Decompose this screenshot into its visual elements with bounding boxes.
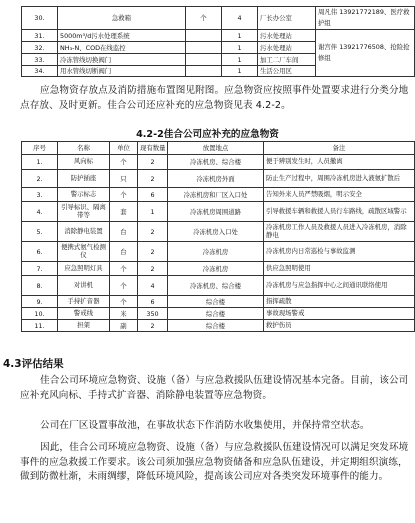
row-unit: 套 (110, 202, 138, 222)
row-name: 手持扩音器 (58, 296, 110, 308)
table-row (22, 276, 415, 296)
row-name: 应急照明灯具 (58, 262, 110, 276)
row-note: 防止生产过程中，周围冷冻机房进入液氨扩散后 (264, 170, 415, 188)
row-no: 8. (22, 276, 58, 296)
row-note: 告知外来人员严禁吸烟，明示安全 (264, 188, 415, 202)
row-place: 冷冻机房外面 (168, 170, 264, 188)
row-name: 引导标识、隔离带等 (58, 202, 110, 222)
col-header: 序号 (22, 142, 58, 155)
row-unit: 个 (186, 7, 222, 30)
row-name: 防护插座 (58, 170, 110, 188)
row-place: 冷冻机房入口处 (168, 222, 264, 242)
contact-a: 周凡伟 13921772189、医疗救护组 (316, 7, 415, 30)
row-unit: 个 (110, 188, 138, 202)
row-qty: 2 (138, 262, 168, 276)
row-no: 3. (22, 188, 58, 202)
row-place: 冷冻机房、综合楼 (168, 276, 264, 296)
row-place: 综合楼 (168, 296, 264, 308)
row-no: 7. (22, 262, 58, 276)
col-header: 名称 (58, 142, 110, 155)
row-name: NH₃-N、COD在线监控 (58, 42, 186, 54)
row-unit (186, 30, 222, 42)
row-qty: 1 (138, 202, 168, 222)
row-name: 风向标 (58, 155, 110, 170)
row-no: 6. (22, 242, 58, 262)
row-name: 对讲机 (58, 276, 110, 296)
row-place: 加工二厂车间 (258, 54, 316, 66)
paragraph-conclusion: 因此，佳合公司环境应急物资、设施（备）与应急救援队伍建设情况可以满足突发环境事件的应急救援工作要求。该公司须加强应急物资储备和应急队伍建设，并定期组织演练，做到防微杜渐，未雨绸缪，降低环境风险，提高该公司应对各类突发环境事件的能力。 (20, 442, 409, 482)
table-row (22, 242, 415, 262)
row-qty: 350 (138, 308, 168, 320)
contact-b: 谢宫伴 13921776508、抢险抢修组 (316, 30, 415, 77)
row-name: 警示标志 (58, 188, 110, 202)
table-row (22, 308, 415, 320)
table-caption: 4.2-2佳合公司应补充的应急物资 (136, 129, 279, 140)
row-no: 1. (22, 155, 58, 170)
paragraph-accident-pool: 公司在厂区设置事故池，在事故状态下作消防水收集使用，并保持常空状态。 (40, 420, 370, 431)
row-name: 冷冻管线切换阀门 (58, 54, 186, 66)
row-no: 34. (22, 66, 58, 77)
row-name: 消除静电装置 (58, 222, 110, 242)
row-no: 5. (22, 222, 58, 242)
row-qty: 6 (138, 188, 168, 202)
row-unit: 台 (110, 222, 138, 242)
row-place: 冷冻机房 (168, 262, 264, 276)
row-qty: 1 (222, 54, 258, 66)
row-unit: 个 (110, 262, 138, 276)
row-no: 2. (22, 170, 58, 188)
row-place: 污水处理站 (258, 30, 316, 42)
table-row (22, 170, 415, 188)
row-name: 便携式氨气检测仪 (58, 242, 110, 262)
row-place: 厂长办公室 (258, 7, 316, 30)
table-row (22, 296, 415, 308)
row-no: 31. (22, 30, 58, 42)
row-name: 担架 (58, 320, 110, 332)
row-unit: 台 (110, 242, 138, 262)
row-no: 10. (22, 308, 58, 320)
row-unit: 副 (110, 320, 138, 332)
row-no: 32. (22, 42, 58, 54)
row-qty: 4 (222, 7, 258, 30)
table-row (22, 7, 415, 30)
table-row (22, 222, 415, 242)
table-row (22, 320, 415, 332)
row-no: 33. (22, 54, 58, 66)
row-note: 引导救援车辆和救援人员行车路线，疏散区域警示 (264, 202, 415, 222)
row-no: 30. (22, 7, 58, 30)
row-place: 冷冻机房周围道路 (168, 202, 264, 222)
row-note: 指挥疏散 (264, 296, 415, 308)
row-name: 急救箱 (58, 7, 186, 30)
row-unit: 个 (110, 276, 138, 296)
col-header: 现有数量 (138, 142, 168, 155)
row-note: 事故现场警戒 (264, 308, 415, 320)
row-unit: 个 (110, 155, 138, 170)
supplementary-materials-table (21, 141, 415, 332)
row-qty: 2 (138, 222, 168, 242)
row-qty: 1 (222, 42, 258, 54)
table-row (22, 155, 415, 170)
row-note: 冷冻机房内日常巡检与事故监测 (264, 242, 415, 262)
row-unit: 个 (110, 296, 138, 308)
table-row (22, 262, 415, 276)
col-header: 备注 (264, 142, 415, 155)
row-no: 4. (22, 202, 58, 222)
row-note: 便于辨别发生时，人员撤离 (264, 155, 415, 170)
row-note: 供应急照明使用 (264, 262, 415, 276)
row-place: 冷冻机房、综合楼 (168, 155, 264, 170)
row-place: 综合楼 (168, 320, 264, 332)
row-qty: 2 (138, 242, 168, 262)
section-heading: 4.3评估结果 (3, 358, 64, 370)
row-qty: 1 (222, 66, 258, 77)
row-note: 救护伤员 (264, 320, 415, 332)
row-qty: 1 (222, 30, 258, 42)
row-note: 冷冻机房工作人员及救援人员进入冷冻机房，消除静电 (264, 222, 415, 242)
table-row (22, 188, 415, 202)
row-no: 11. (22, 320, 58, 332)
row-note: 冷冻机房与应急指挥中心之间通讯联络使用 (264, 276, 415, 296)
row-place: 综合楼 (168, 308, 264, 320)
row-unit (186, 54, 222, 66)
table-row (22, 30, 415, 42)
row-no: 9. (22, 296, 58, 308)
row-name: 警戒线 (58, 308, 110, 320)
col-header: 单位 (110, 142, 138, 155)
row-qty: 2 (138, 320, 168, 332)
row-unit: 米 (110, 308, 138, 320)
row-unit (186, 66, 222, 77)
row-qty: 6 (138, 296, 168, 308)
row-place: 冷冻机房和厂区入口处 (168, 188, 264, 202)
row-name: 用水管线切断阀门 (58, 66, 186, 77)
paragraph-assessment: 佳合公司环境应急物资、设施（备）与应急救援队伍建设情况基本完备。目前，该公司应补充风向标、手持式扩音器、消除静电装置等应急物资。 (20, 375, 409, 401)
row-place: 生活公用区 (258, 66, 316, 77)
row-place: 污水处理站 (258, 42, 316, 54)
row-qty: 2 (138, 170, 168, 188)
table-header-row (22, 142, 415, 155)
row-qty: 4 (138, 276, 168, 296)
row-unit (186, 42, 222, 54)
table-row (22, 202, 415, 222)
paragraph-storage: 应急物资存放点及消防措施布置图见附图。应急物资应按照事件处置要求进行分类分地点存放、及时更新。佳合公司还应补充的应急物资见表 4.2-2。 (20, 85, 409, 111)
row-place: 冷冻机房 (168, 242, 264, 262)
col-header: 放置地点 (168, 142, 264, 155)
row-qty: 2 (138, 155, 168, 170)
row-unit: 只 (110, 170, 138, 188)
row-name: 5000m³/d污水处理系统 (58, 30, 186, 42)
top-materials-table (21, 6, 415, 77)
